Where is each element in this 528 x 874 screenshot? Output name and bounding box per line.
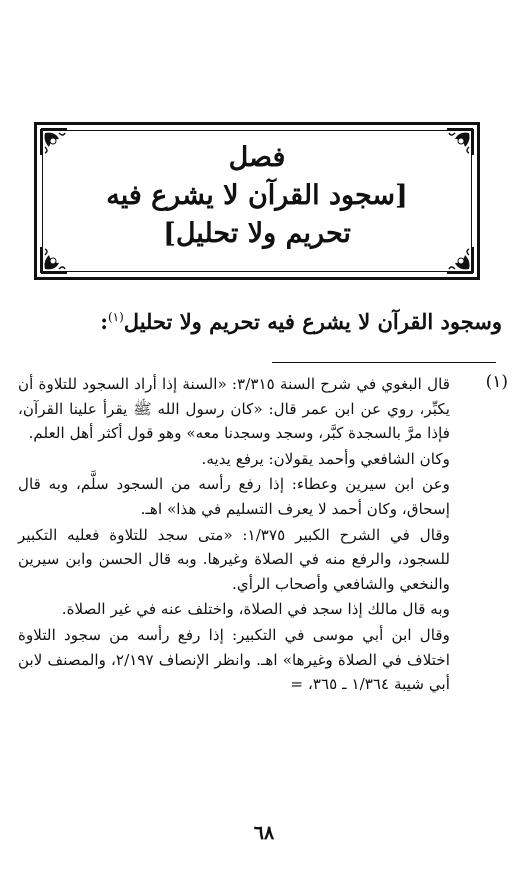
chapter-title-line-1: فصل xyxy=(228,142,286,173)
footnote-separator xyxy=(272,362,496,363)
footnote-marker: (١) xyxy=(485,372,508,392)
section-heading xyxy=(20,302,502,337)
footnote-paragraph: وقال في الشرح الكبير ١/٣٧٥: «متى سجد للتلاوة فعليه التكبير للسجود، والرفع منه في الصلاة وغيرها. وبه قال الحسن وابن سيرين والنخعي والشافعي وأصحاب الرأي. xyxy=(18,525,450,593)
footnote-paragraph: قال البغوي في شرح السنة ٣/٣١٥: «السنة إذا أراد السجود للتلاوة أن يكبِّر، روي عن ابن عمر قال: «كان رسول الله ﷺ يقرأ علينا القرآن، فإذا مرَّ بالسجدة كبَّر، وسجد وسجدنا معه» وهو قول أكثر أهل العلم. xyxy=(18,375,450,443)
heading-colon: : xyxy=(100,309,108,334)
footnote-paragraph: وقال ابن أبي موسى في التكبير: إذا رفع رأسه من سجود التلاوة اختلاف في الصلاة وغيرها» اهـ. وانظر الإنصاف ٢/١٩٧، والمصنف لابن أبي شيبة ١/٣٦٤ ـ ٣٦٥، = xyxy=(18,625,450,694)
page-number: ٦٨ xyxy=(253,822,275,844)
chapter-title-line-2: [سجود القرآن لا يشرع فيه xyxy=(106,180,408,211)
chapter-title-line-3: تحريم ولا تحليل] xyxy=(163,218,351,249)
title-frame xyxy=(34,122,480,280)
chapter-title xyxy=(37,139,477,253)
section-heading-text: وسجود القرآن لا يشرع فيه تحريم ولا تحليل xyxy=(123,309,502,334)
footnote-reference: (١) xyxy=(107,310,124,324)
footnote-body xyxy=(18,372,450,698)
footnote-paragraph: وبه قال مالك إذا سجد في الصلاة، واختلف عنه في غير الصلاة. xyxy=(61,600,450,619)
footnote-paragraph: وكان الشافعي وأحمد يقولان: يرفع يديه. xyxy=(201,449,450,468)
footnote-paragraph: وعن ابن سيرين وعطاء: إذا رفع رأسه من السجود سلَّم، وبه قال إسحاق، وكان أحمد لا يعرف التسليم في هذا» اهـ. xyxy=(18,475,450,518)
